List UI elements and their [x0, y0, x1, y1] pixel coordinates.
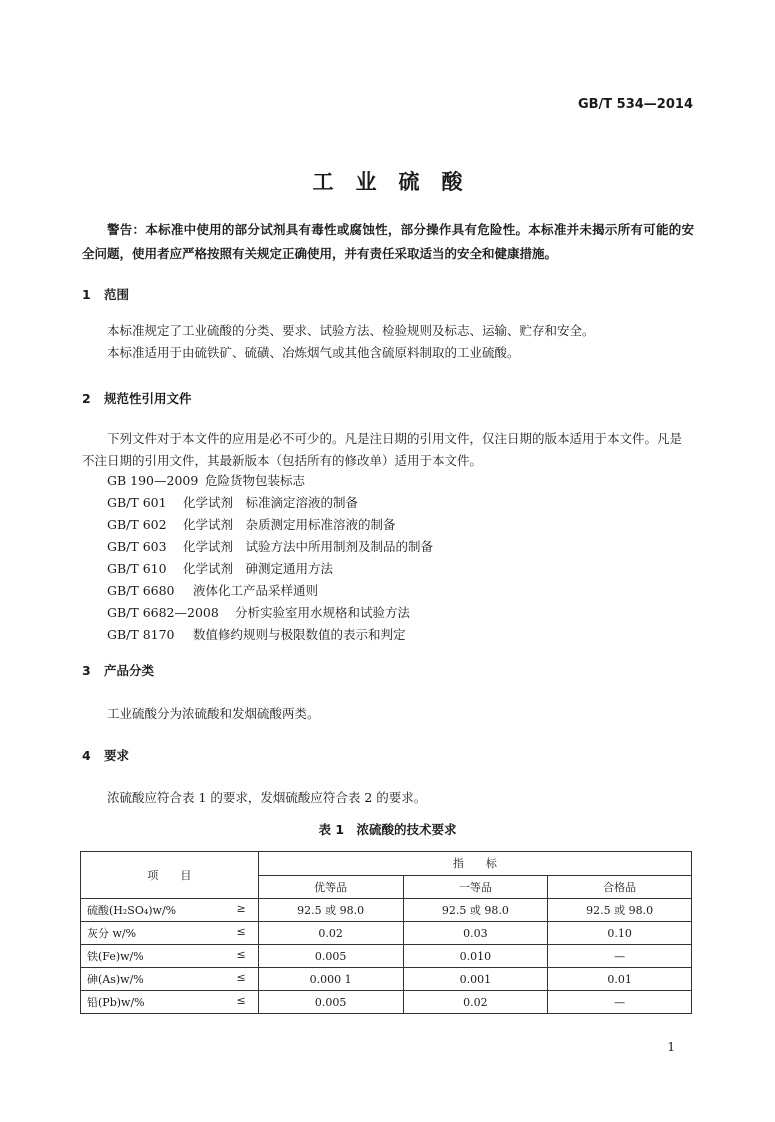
- section-4-heading: [82, 746, 129, 764]
- header-item: 项 目: [81, 852, 259, 899]
- table-row: [81, 968, 692, 991]
- item-label: 铁(Fe)w/%: [87, 950, 144, 963]
- section-1-body: [82, 320, 694, 364]
- table-row: [81, 922, 692, 945]
- reference-item: [107, 602, 433, 624]
- reference-code: GB/T 8170: [107, 627, 175, 642]
- section-4-body: [82, 787, 694, 809]
- table-row: [81, 899, 692, 922]
- reference-title: 化学试剂 砷测定通用方法: [183, 561, 334, 576]
- paragraph: 浓硫酸应符合表 1 的要求，发烟硫酸应符合表 2 的要求。: [107, 790, 427, 805]
- section-1-heading: [82, 285, 129, 303]
- row-item: [81, 968, 259, 991]
- reference-code: GB/T 603: [107, 539, 167, 554]
- cell-value: 0.005: [258, 991, 403, 1014]
- section-number: 4: [82, 748, 91, 763]
- grade-header: 合格品: [548, 875, 692, 899]
- row-item: [81, 991, 259, 1014]
- comparator: ≥: [236, 902, 246, 915]
- header-index: 指 标: [258, 852, 691, 876]
- comparator: ≤: [236, 971, 246, 984]
- cell-value: 0.01: [548, 968, 692, 991]
- section-title: 规范性引用文件: [104, 391, 192, 406]
- row-item: [81, 945, 259, 968]
- standard-code: GB/T 534—2014: [577, 97, 693, 112]
- section-3-body: [82, 703, 694, 725]
- section-number: 3: [82, 663, 91, 678]
- reference-title: 化学试剂 标准滴定溶液的制备: [183, 495, 359, 510]
- reference-title: 分析实验室用水规格和试验方法: [235, 605, 411, 620]
- reference-title: 化学试剂 试验方法中所用制剂及制品的制备: [183, 539, 434, 554]
- section-3-heading: [82, 661, 154, 679]
- reference-code: GB/T 6682—2008: [107, 605, 219, 620]
- page-number: 1: [667, 1040, 675, 1054]
- warning-paragraph: 警告：本标准中使用的部分试剂具有毒性或腐蚀性，部分操作具有危险性。本标准并未揭示所有可能的安全问题，使用者应严格按照有关规定正确使用，并有责任采取适当的安全和健康措施。: [82, 222, 694, 261]
- table-row: [81, 991, 692, 1014]
- cell-value: 0.02: [403, 991, 548, 1014]
- cell-value: 0.010: [403, 945, 548, 968]
- reference-item: [107, 470, 433, 492]
- reference-item: [107, 492, 433, 514]
- document-title: 工业硫酸: [312, 170, 485, 194]
- cell-value: 92.5 或 98.0: [548, 899, 692, 922]
- grade-header: 一等品: [403, 875, 548, 899]
- reference-item: [107, 536, 433, 558]
- reference-title: 液体化工产品采样通则: [193, 583, 319, 598]
- item-label: 铅(Pb)w/%: [87, 996, 145, 1009]
- cell-value: 0.005: [258, 945, 403, 968]
- cell-value: —: [548, 991, 692, 1014]
- reference-title: 数值修约规则与极限数值的表示和判定: [193, 627, 406, 642]
- item-label: 硫酸(H₂SO₄)w/%: [87, 904, 177, 917]
- spec-table: [80, 851, 692, 1014]
- table-row: [81, 945, 692, 968]
- comparator: ≤: [236, 925, 246, 938]
- reference-code: GB 190—2009: [107, 473, 199, 488]
- section-2-heading: [82, 389, 192, 407]
- comparator: ≤: [236, 948, 246, 961]
- grade-header: 优等品: [258, 875, 403, 899]
- section-number: 2: [82, 391, 91, 406]
- paragraph: 下列文件对于本文件的应用是必不可少的。凡是注日期的引用文件，仅注日期的版本适用于本文件。凡是不注日期的引用文件，其最新版本（包括所有的修改单）适用于本文件。: [82, 431, 683, 468]
- reference-code: GB/T 6680: [107, 583, 175, 598]
- reference-title: 危险货物包装标志: [205, 473, 306, 488]
- section-number: 1: [82, 287, 91, 302]
- paragraph: 本标准适用于由硫铁矿、硫磺、冶炼烟气或其他含硫原料制取的工业硫酸。: [107, 345, 520, 360]
- cell-value: 0.03: [403, 922, 548, 945]
- paragraph: 本标准规定了工业硫酸的分类、要求、试验方法、检验规则及标志、运输、贮存和安全。: [107, 323, 595, 338]
- section-title: 要求: [104, 748, 130, 763]
- reference-title: 化学试剂 杂质测定用标准溶液的制备: [183, 517, 396, 532]
- cell-value: 0.000 1: [258, 968, 403, 991]
- section-title: 范围: [104, 287, 130, 302]
- paragraph: 工业硫酸分为浓硫酸和发烟硫酸两类。: [107, 706, 320, 721]
- item-label: 砷(As)w/%: [87, 973, 144, 986]
- reference-item: [107, 624, 433, 646]
- reference-code: GB/T 610: [107, 561, 167, 576]
- cell-value: 92.5 或 98.0: [258, 899, 403, 922]
- cell-value: 0.001: [403, 968, 548, 991]
- reference-code: GB/T 602: [107, 517, 167, 532]
- reference-item: [107, 514, 433, 536]
- reference-item: [107, 558, 433, 580]
- item-label: 灰分 w/%: [87, 927, 137, 940]
- reference-list: [107, 470, 433, 646]
- cell-value: 92.5 或 98.0: [403, 899, 548, 922]
- table-caption: 表 1 浓硫酸的技术要求: [318, 822, 457, 837]
- reference-code: GB/T 601: [107, 495, 167, 510]
- cell-value: 0.02: [258, 922, 403, 945]
- reference-item: [107, 580, 433, 602]
- section-title: 产品分类: [104, 663, 155, 678]
- cell-value: —: [548, 945, 692, 968]
- section-2-intro: [82, 428, 694, 472]
- comparator: ≤: [236, 994, 246, 1007]
- row-item: [81, 899, 259, 922]
- cell-value: 0.10: [548, 922, 692, 945]
- row-item: [81, 922, 259, 945]
